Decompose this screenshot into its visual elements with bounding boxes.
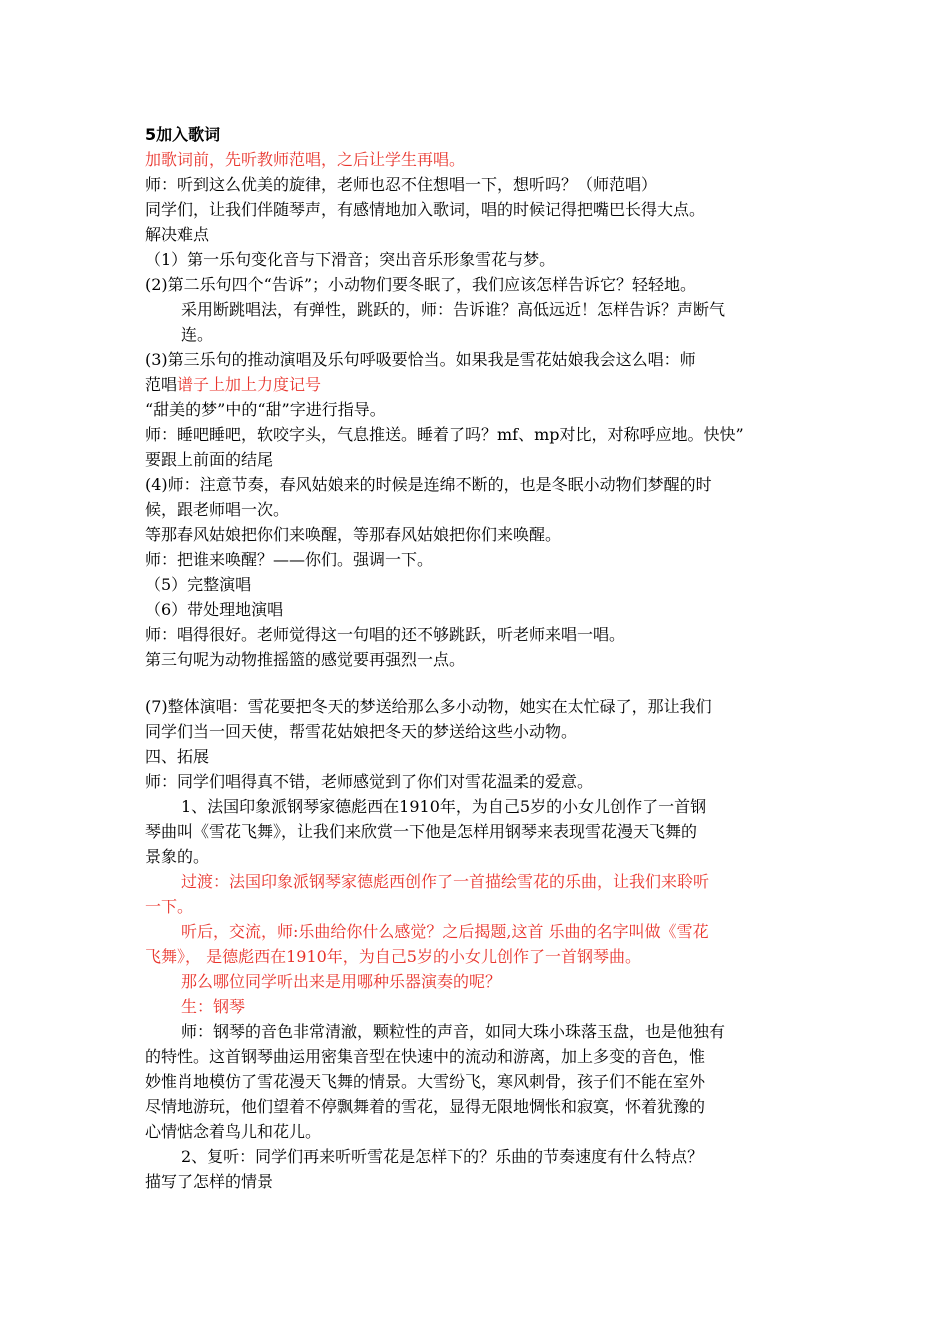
teaching-note: 听后，交流，师:乐曲给你什么感觉？之后揭题,这首 乐曲的名字叫做《雪花 [181, 922, 709, 941]
text-line: 师：钢琴的音色非常清澈，颗粒性的声音，如同大珠小珠落玉盘，也是他独有 [181, 1022, 726, 1041]
text-line: 师：同学们唱得真不错，老师感觉到了你们对雪花温柔的爱意。 [145, 772, 594, 791]
teaching-note: 谱子上加上力度记号 [177, 375, 322, 394]
text-line: 第三句呢为动物推摇篮的感觉要再强烈一点。 [145, 650, 466, 669]
teaching-note: 那么哪位同学听出来是用哪种乐器演奏的呢？ [181, 972, 502, 991]
text-line: 要跟上前面的结尾 [145, 450, 274, 469]
text-line: 连。 [181, 325, 214, 344]
text-line: 2、复听：同学们再来听听雪花是怎样下的？乐曲的节奏速度有什么特点？ [181, 1147, 704, 1166]
text-line: 师：睡吧睡吧，软咬字头，气息推送。睡着了吗？mf、mp对比，对称呼应地。快快” [145, 425, 744, 444]
text-line: 候，跟老师唱一次。 [145, 500, 290, 519]
text-line: 妙惟肖地模仿了雪花漫天飞舞的情景。大雪纷飞，寒风刺骨，孩子们不能在室外 [145, 1072, 706, 1091]
text-line: 同学们当一回天使，帮雪花姑娘把冬天的梦送给这些小动物。 [145, 722, 578, 741]
text-line: 的特性。这首钢琴曲运用密集音型在快速中的流动和游离，加上多变的音色，惟 [145, 1047, 706, 1066]
teaching-note: 飞舞》， 是德彪西在1910年，为自己5岁的小女儿创作了一首钢琴曲。 [145, 947, 641, 966]
document-page [145, 122, 815, 1194]
teaching-note: 生：钢琴 [181, 997, 246, 1016]
text-line: (3)第三乐句的推动演唱及乐句呼吸要恰当。如果我是雪花姑娘我会这么唱：师 [145, 350, 696, 369]
section-heading: 5加入歌词 [145, 125, 221, 144]
text-line: （5）完整演唱 [145, 575, 252, 594]
text-line: 等那春风姑娘把你们来唤醒，等那春风姑娘把你们来唤醒。 [145, 525, 562, 544]
text-line: (4)师：注意节奏，春风姑娘来的时候是连绵不断的，也是冬眠小动物们梦醒的时 [145, 475, 712, 494]
text-line: 师：把谁来唤醒？——你们。强调一下。 [145, 550, 434, 569]
text-line: (2)第二乐句四个“告诉”；小动物们要冬眠了，我们应该怎样告诉它？轻轻地。 [145, 275, 697, 294]
text-line: （6）带处理地演唱 [145, 600, 284, 619]
text-segment: 范唱 [145, 375, 178, 394]
text-line [145, 372, 815, 397]
text-line: 心情惦念着鸟儿和花儿。 [145, 1122, 322, 1141]
text-line: 四、拓展 [145, 747, 210, 766]
teaching-note: 一下。 [145, 897, 194, 916]
text-line: (7)整体演唱：雪花要把冬天的梦送给那么多小动物，她实在太忙碌了，那让我们 [145, 697, 712, 716]
teaching-note: 加歌词前，先听教师范唱，之后让学生再唱。 [145, 150, 466, 169]
paragraph-gap [145, 672, 815, 694]
text-line: 同学们，让我们伴随琴声，有感情地加入歌词，唱的时候记得把嘴巴长得大点。 [145, 200, 706, 219]
text-line: “甜美的梦”中的“甜”字进行指导。 [145, 400, 386, 419]
text-line: 师：唱得很好。老师觉得这一句唱的还不够跳跃，听老师来唱一唱。 [145, 625, 626, 644]
text-line: 解决难点 [145, 225, 210, 244]
teaching-note: 过渡：法国印象派钢琴家德彪西创作了一首描绘雪花的乐曲，让我们来聆听 [181, 872, 710, 891]
text-line: 尽情地游玩，他们望着不停飘舞着的雪花，显得无限地惆怅和寂寞，怀着犹豫的 [145, 1097, 706, 1116]
text-line: 采用断跳唱法，有弹性，跳跃的，师：告诉谁？高低远近！怎样告诉？声断气 [181, 300, 726, 319]
text-line: 景象的。 [145, 847, 210, 866]
text-line: 师：听到这么优美的旋律，老师也忍不住想唱一下，想听吗？（师范唱） [145, 175, 658, 194]
text-line: 1、法国印象派钢琴家德彪西在1910年，为自己5岁的小女儿创作了一首钢 [181, 797, 707, 816]
text-line: 琴曲叫《雪花飞舞》，让我们来欣赏一下他是怎样用钢琴来表现雪花漫天飞舞的 [145, 822, 698, 841]
text-line: （1）第一乐句变化音与下滑音；突出音乐形象雪花与梦。 [145, 250, 556, 269]
text-line: 描写了怎样的情景 [145, 1172, 274, 1191]
